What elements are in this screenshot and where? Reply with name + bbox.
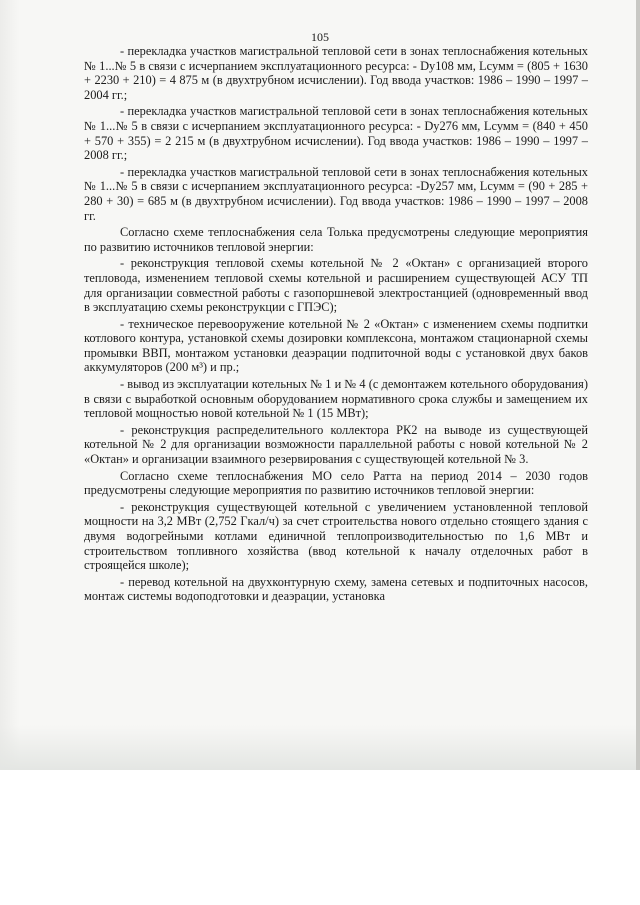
page-number: 105 [311,30,329,44]
paragraph: - реконструкция распределительного коллектора РК2 на выводе из существующей котельной № 2 для организации возможности параллельной работы с новой котельной № 2 «Октан» и организации взаимного резервирования с существующей котельной № 3. [84,422,588,467]
paragraph: - техническое перевооружение котельной № 2 «Октан» с изменением схемы подпитки котлового контура, установкой схемы дозировки комплексона, монтажом стационарной схемы промывки ВВП, монтажом установки деаэрации подпиточной воды с установкой двух баков аккумуляторов (200 м³) и пр.; [84,316,588,375]
paragraph: - перекладка участков магистральной тепловой сети в зонах теплоснабжения котельных № 1...№ 5 в связи с исчерпанием эксплуатационного ресурса: - Dy108 мм, Lсумм = (805 + 1630 + 2230 + 210) = 4 875 м (в двухтрубном исчислении). Год ввода участков: 1986 – 1990 – 1997 – 2004 гг.; [84,44,588,102]
scan-shadow-bottom [0,725,636,770]
paragraph: Согласно схеме теплоснабжения села Толька предусмотрены следующие мероприятия по развитию источников тепловой энергии: [84,225,588,254]
paragraph: - перекладка участков магистральной тепловой сети в зонах теплоснабжения котельных № 1...№ 5 в связи с исчерпанием эксплуатационного ресурса: - Dy276 мм, Lсумм = (840 + 450 + 570 + 355) = 2 215 м (в двухтрубном исчислении). Год ввода участков: 1986 – 1990 – 1997 – 2008 гг.; [84,104,588,163]
paragraph: - реконструкция существующей котельной с увеличением установленной тепловой мощности на 3,2 МВт (2,752 Гкал/ч) за счет строительства нового отдельно стоящего здания с двумя водогрейными котлами единичной теплопроизводительностью по 1,6 МВт и строительством топливного хозяйства (ввод котельной к началу отделочных работ в строящейся школе); [84,499,588,573]
paragraph: - вывод из эксплуатации котельных № 1 и № 4 (с демонтажем котельного оборудования) в связи с выработкой основным оборудованием нормативного срока службы и замещением их тепловой мощностью новой котельной № 1 (15 МВт); [84,377,588,421]
paragraph: - перекладка участков магистральной тепловой сети в зонах теплоснабжения котельных № 1...№ 5 в связи с исчерпанием эксплуатационного ресурса: -Dy257 мм, Lсумм = (90 + 285 + 280 + 30) = 685 м (в двухтрубном исчислении). Год ввода участков: 1986 – 1990 – 1997 – 2008 гг. [84,164,588,223]
paragraph: - реконструкция тепловой схемы котельной № 2 «Октан» с организацией второго тепловода, изменением тепловой схемы котельной и расширением существующей АСУ ТП для организации совместной работы с газопоршневой электростанцией (одновременный ввод в эксплуатацию схемы реконструкции с ГПЭС); [84,256,588,315]
paragraph: Согласно схеме теплоснабжения МО село Ратта на период 2014 – 2030 годов предусмотрены следующие мероприятия по развитию источников тепловой энергии: [84,468,588,498]
paragraph: - перевод котельной на двухконтурную схему, замена сетевых и подпиточных насосов, монтаж системы водоподготовки и деаэрации, установка [84,574,588,604]
document-body [84,44,588,604]
scan-shadow-left [0,0,20,770]
